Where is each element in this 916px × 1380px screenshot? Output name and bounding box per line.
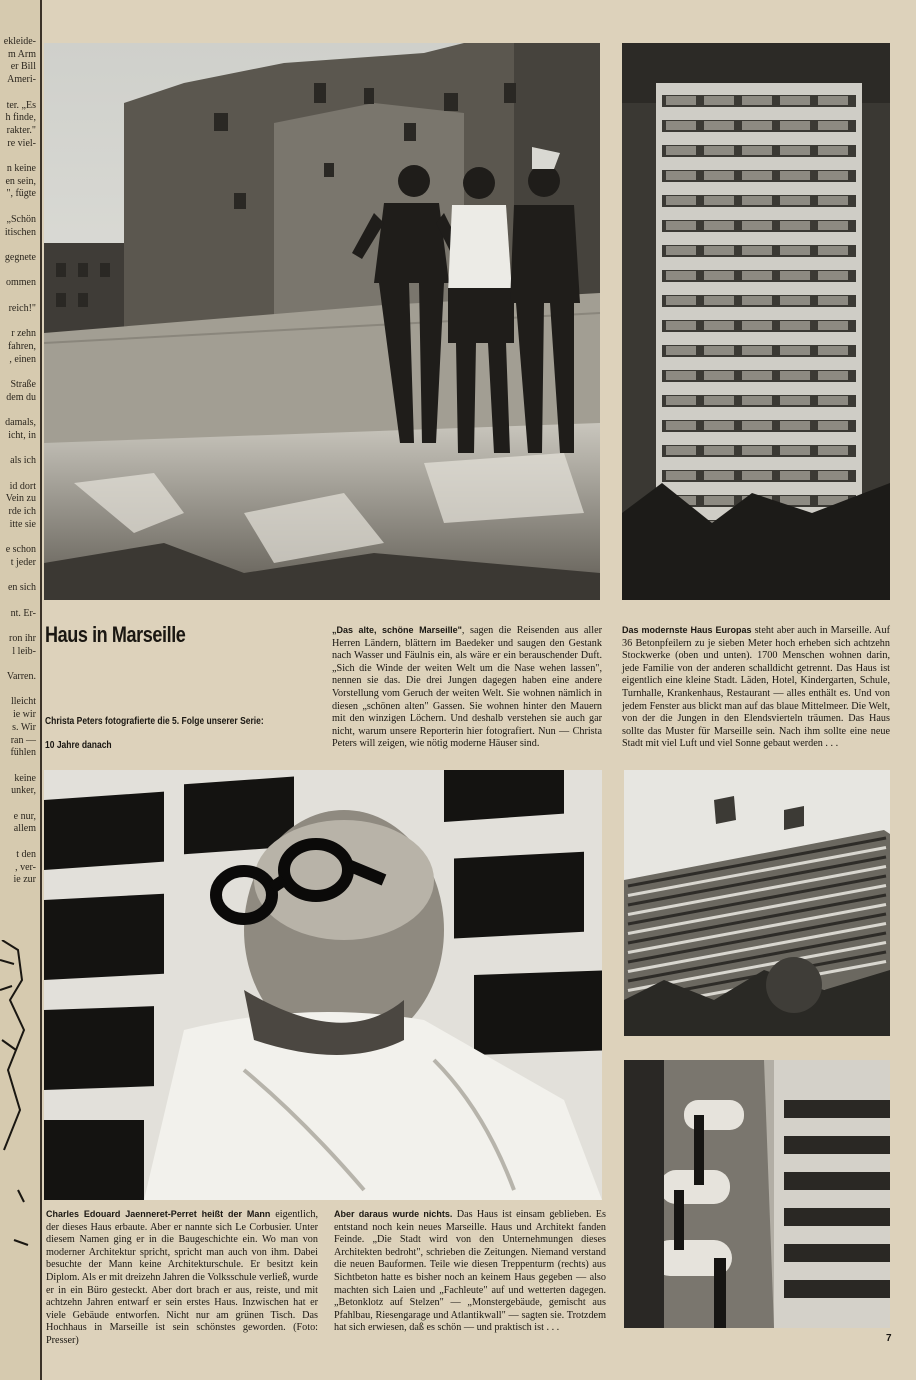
previous-page-line: allem — [13, 823, 36, 835]
previous-page-line: ie wir — [12, 709, 36, 721]
previous-page-edge — [0, 0, 42, 1380]
previous-page-line: ie zur — [13, 874, 36, 886]
lead-in: Charles Edouard Jaenneret-Perret heißt der Mann — [46, 1209, 271, 1219]
paragraph: eigentlich, der dieses Haus erbaute. Aber er nannte sich Le Corbusier. Unter diesem Namen ging er in die Baugeschichte ein. Wo man von moderner Architektur spricht, spricht man auch von ihm. Dabei besuchte der Mann keine Architekturschule. Er besitzt kein Diplom. Als er mit dreizehn Jahren die Volksschule verließ, wurde er in ein Büro gesteckt. Aber dort brach er aus, reiste, und mit achtzehn Jahren entwarf er sein erstes Haus. Inzwischen hat er viele Gebäude entworfen. Nicht nur am grünen Tisch. Das Hochhaus in Marseille ist sein schönstes geworden. (Foto: Presser) — [46, 1209, 318, 1346]
previous-page-line: Vein zu — [5, 493, 36, 505]
previous-page-line: nt. Er- — [10, 607, 36, 619]
paragraph: , sagen die Reisenden aus aller Herren Ländern, blättern im Baedeker und saugen den Gestank nach Wasser und Fäulnis ein, als wäre er ein berauschender Duft. „Sich die Winde der weiten Welt um die Nase wehen lassen", nennen sie das. Die drei Jungen dagegen haben eine andere Vorstellung vom Geruch der weiten Welt. Sie wohnen nämlich in diesen „schönen alten" Gassen. Sie wohnen hinter den Mauern mit den winzigen Löchern. Und deshalb verstehen sie auch gar nicht, warum unsere Reporterin hier fotografiert. Nun — Christa Peters will zeigen, wie nötig moderne Häuser sind. — [332, 625, 602, 750]
previous-page-line: id dort — [9, 480, 36, 492]
previous-page-line: rde ich — [8, 505, 36, 517]
previous-page-line: t jeder — [10, 556, 36, 568]
previous-page-line: icht, in — [8, 429, 36, 441]
previous-page-line: n keine — [6, 163, 36, 174]
previous-page-line: ter. „Es — [6, 99, 36, 111]
previous-page-line: r zehn — [11, 328, 36, 340]
lead-in: „Das alte, schöne Marseille" — [332, 625, 462, 635]
previous-page-line: ekleide- — [3, 36, 36, 47]
previous-page-line: re viel- — [7, 137, 36, 149]
previous-page-line: en sein, — [5, 175, 36, 187]
previous-page-line: ron ihr — [9, 632, 36, 644]
paragraph: Das Haus ist einsam geblieben. Es entstand noch kein neues Marseille. Haus und Architekt fanden Feinde. „Die Stadt wird von den Unternehmungen dieses Architekten bedroht", schrieben die Zeitungen. Niemand verstand die neuen Bauformen. Teile wie diesen Treppenturm (rechts) aus Sichtbeton hatte es bisher noch an keinem Haus gegeben — also machten sich Laien und „Fachleute" auf und wetterten dagegen. „Betonklotz auf Stelzen" — „Monstergebäude, gemischt aus Pfahlbau, Riesengarage und Atlantikwall" — sagten sie. Trotzdem hat sich erwiesen, daß es schön — und praktisch ist . . . — [334, 1209, 606, 1334]
previous-page-line: fahren, — [7, 340, 36, 352]
previous-page-line: h finde, — [5, 112, 36, 124]
article-column-reception — [334, 1208, 606, 1335]
lead-in: Das modernste Haus Europas — [622, 625, 752, 635]
previous-page-line: itischen — [4, 226, 36, 238]
previous-page-line: , ver- — [15, 861, 36, 873]
photo-le-corbusier-portrait — [44, 770, 602, 1200]
previous-page-line: rakter." — [6, 124, 36, 136]
previous-page-line: t den — [16, 848, 36, 860]
previous-page-line: , einen — [9, 353, 36, 365]
photo-boys-old-town — [44, 43, 600, 600]
previous-page-line: s. Wir — [12, 721, 36, 733]
series-kicker: Christa Peters fotografierte die 5. Folge unserer Serie: — [45, 716, 264, 727]
previous-page-line: m Arm — [7, 48, 36, 60]
previous-page-line: ommen — [6, 277, 36, 289]
previous-page-line: ran — — [10, 734, 36, 746]
previous-page-line: reich!" — [8, 302, 36, 314]
previous-page-line: damals, — [5, 417, 36, 428]
previous-page-line: „Schön — [6, 213, 36, 225]
previous-page-line: dem du — [6, 391, 36, 403]
previous-page-line: e schon — [5, 544, 36, 555]
lead-in: Aber daraus wurde nichts. — [334, 1209, 453, 1219]
paragraph: steht aber auch in Marseille. Auf 36 Betonpfeilern zu je sieben Meter hoch erheben sich achtzehn Stockwerke (oben und unten). 1700 Menschen wohnen darin, jede Familie von der anderen schalldicht getrennt. Das Haus ist eigentlich eine kleine Stadt. Läden, Hotel, Kindergarten, Schule, Turnhalle, Krankenhaus, Restaurant — alles enthält es. Und von jedem Fenster aus blickt man auf das blaue Mittelmeer. Die Welt, von der die Jungen in den Elendsvierteln träumen. Das Haus sollte das Muster für Marseille sein. Nach ihm sollte eine neue Stadt mit viel Luft und viel Sonne gebaut werden . . . — [622, 625, 890, 750]
previous-page-line: unker, — [11, 785, 36, 797]
photo-unite-facade — [622, 43, 890, 600]
previous-page-line: als ich — [10, 455, 36, 467]
previous-page-line: en sich — [7, 582, 36, 594]
previous-page-line: keine — [14, 772, 36, 784]
previous-page-line: Varren. — [6, 671, 36, 682]
previous-page-line: lleicht — [11, 696, 36, 708]
previous-page-line: Straße — [10, 378, 36, 390]
article-column-modern-house — [622, 624, 890, 751]
previous-page-line: ", fügte — [6, 188, 36, 200]
previous-page-line: e nur, — [13, 810, 36, 822]
previous-page-line: l leib- — [12, 645, 36, 657]
photo-unite-perspective — [624, 770, 890, 1036]
previous-page-line: er Bill — [10, 61, 36, 73]
previous-page-line: itte sie — [9, 518, 36, 530]
photo-stair-tower — [624, 1060, 890, 1328]
page-title: Haus in Marseille — [45, 622, 186, 647]
article-column-boys — [332, 624, 602, 751]
previous-page-line: gegnete — [4, 251, 36, 263]
series-subtitle: 10 Jahre danach — [45, 740, 112, 751]
previous-page-line: Ameri- — [7, 74, 36, 86]
previous-page-line: fühlen — [10, 747, 36, 759]
article-column-architect — [46, 1208, 318, 1348]
previous-page-sketch — [0, 940, 30, 1320]
page-number: 7 — [886, 1333, 892, 1344]
